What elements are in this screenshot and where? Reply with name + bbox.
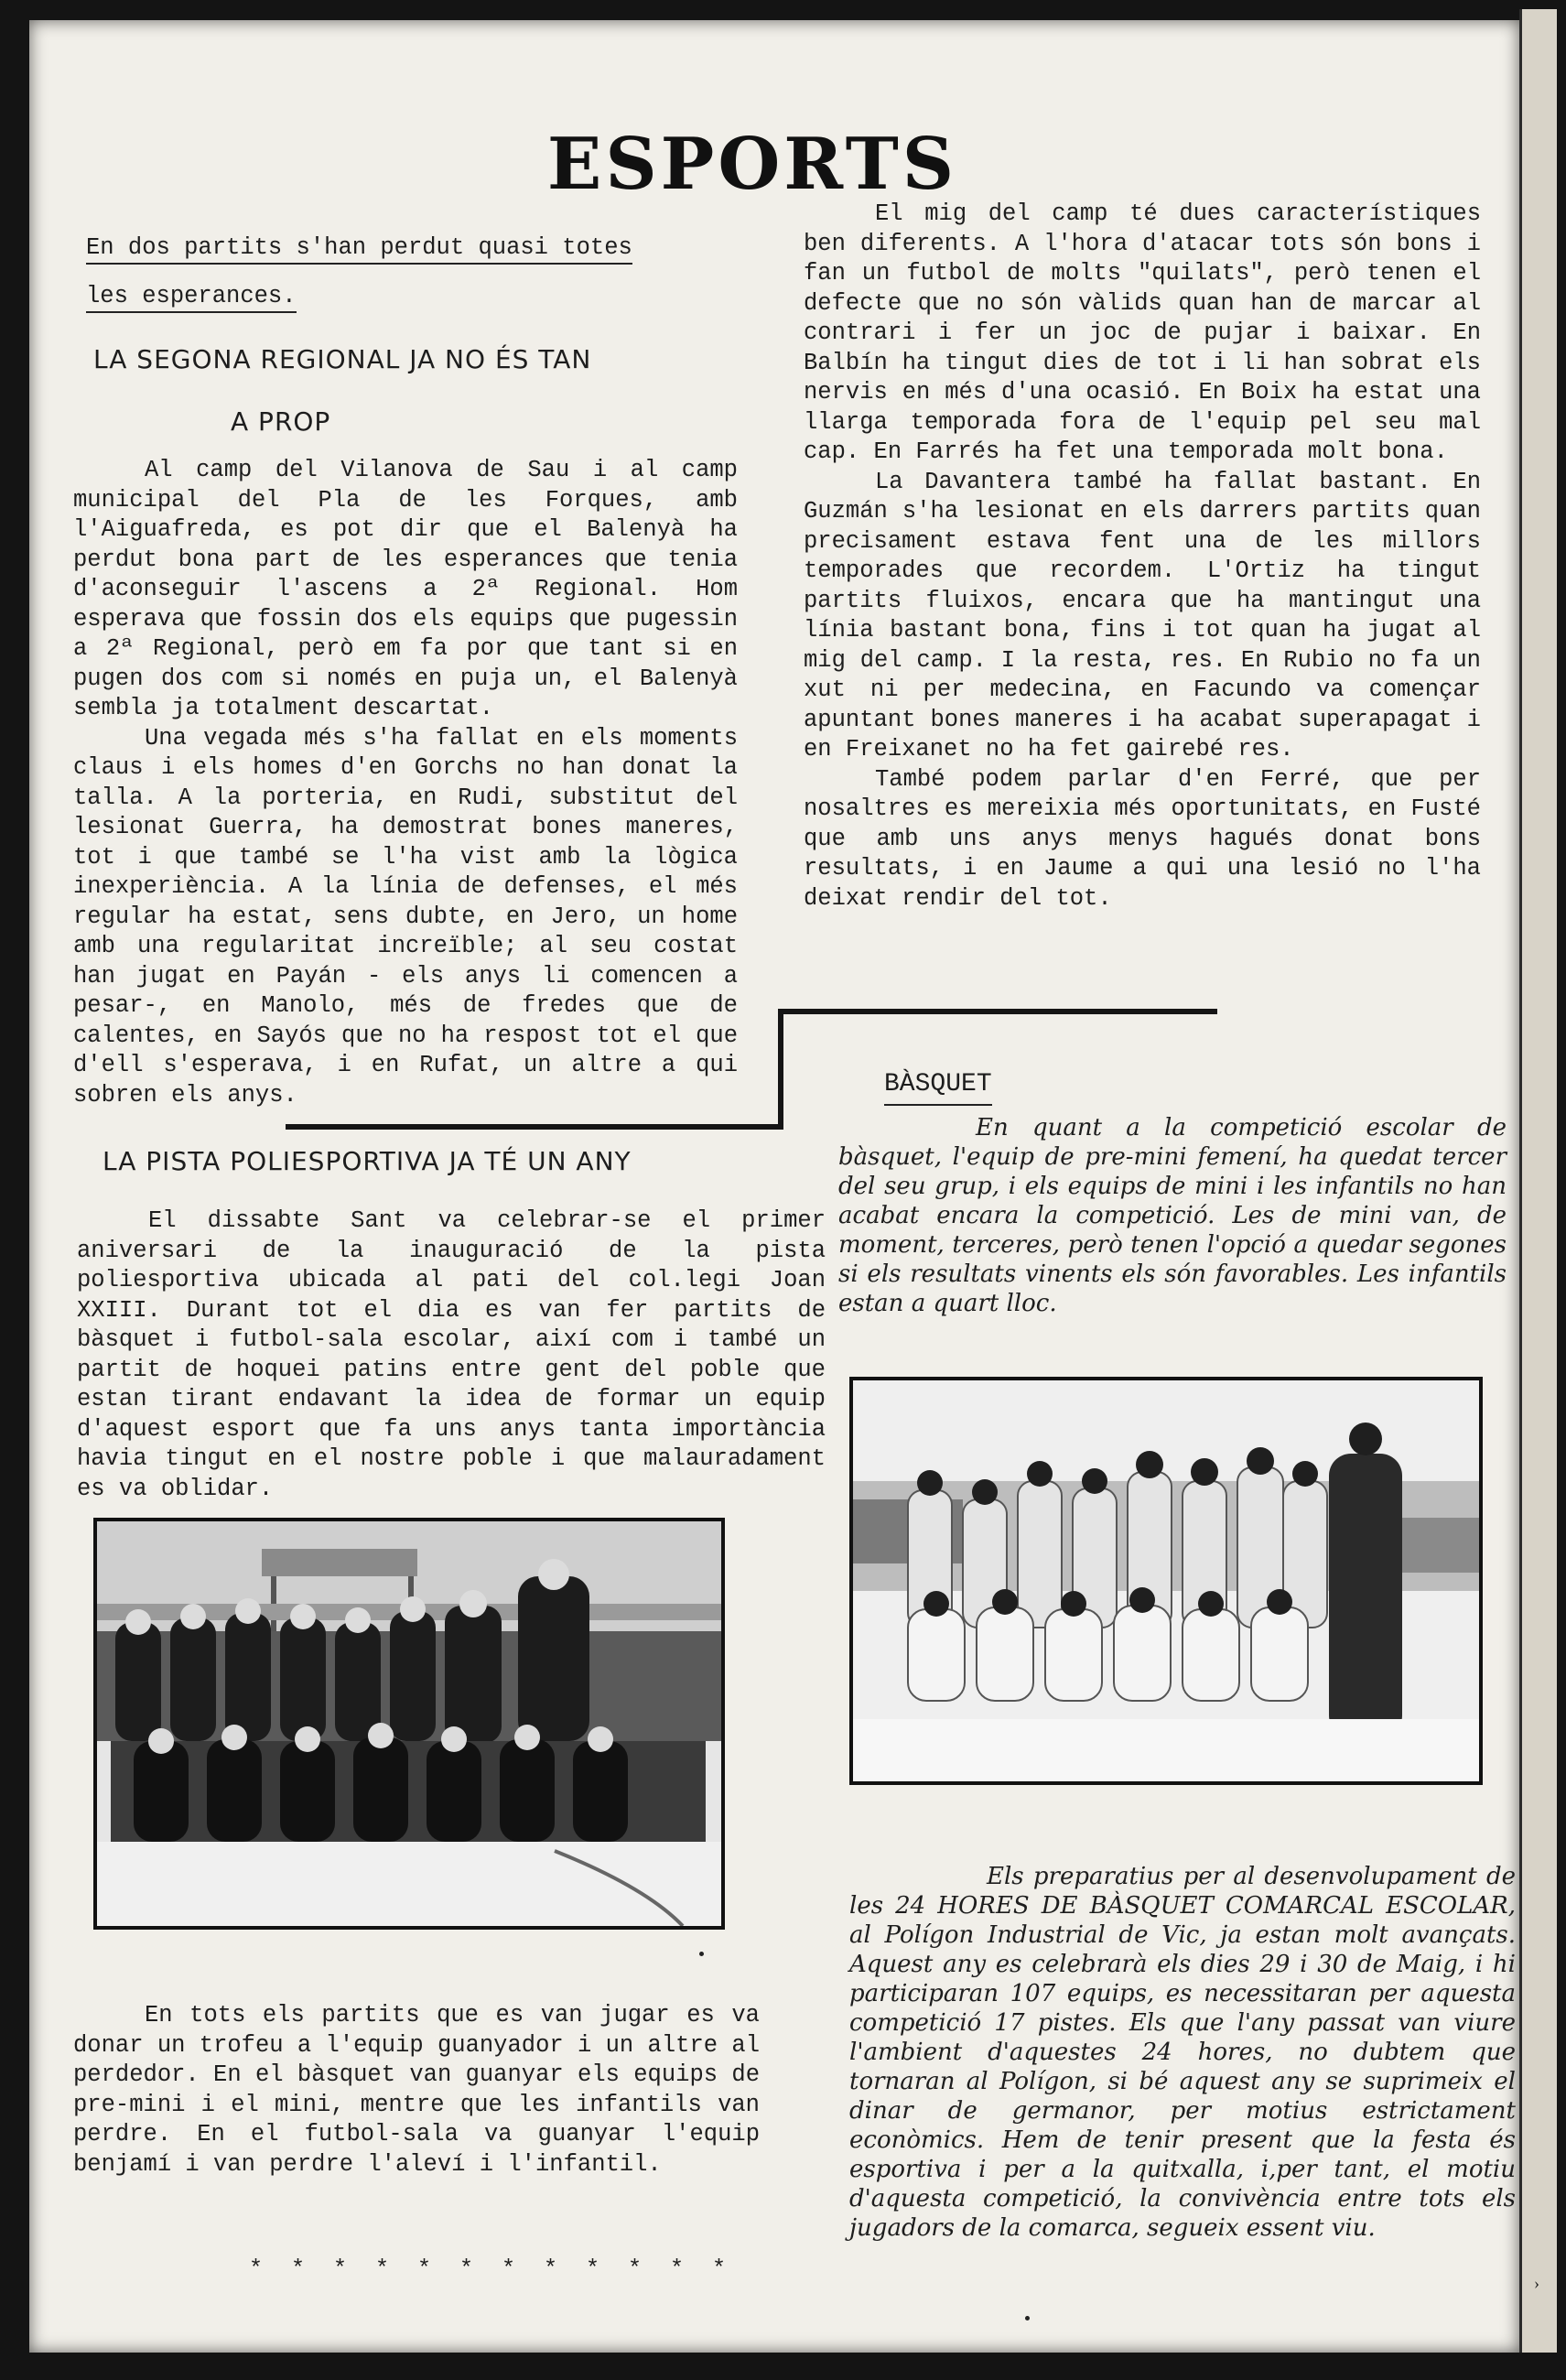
- divider-bottom: [286, 1124, 783, 1130]
- stars-separator: * * * * * * * * * * * *: [249, 2256, 734, 2282]
- heading-segona-regional: [93, 344, 679, 438]
- paragraph: Una vegada més s'ha fallat en els moments claus i els homes d'en Gorchs no han donat la talla. A la porteria, en Rudi, substitut del lesionat Guerra, ha demostrat bones maneres, tot i que també se l'ha vist amb la lògica inexperiència. A la línia de defenses, el més regular ha estat, sens dubte, en Jero, un home amb una regularitat increïble; al seu costat han jugat en Payán - els anys li comencen a pesar-, en Manolo, més de fredes que de calentes, en Sayós que no ha respost tot el que d'ell s'esperava, i en Rufat, un altre a qui sobren els anys.: [73, 724, 738, 1109]
- paragraph: També podem parlar d'en Ferré, que per nosaltres es mereixia més oportunitats, en Fusté que amb uns anys menys hagués donat bons resultats, i en Jaume a qui una lesió no l'ha deixat rendir del tot.: [804, 765, 1481, 912]
- article-trofeu: [73, 2001, 760, 2180]
- heading-segona-line-1: LA SEGONA REGIONAL JA NO ÉS TAN: [93, 344, 592, 374]
- heading-basquet: BÀSQUET: [884, 1069, 992, 1106]
- paragraph: La Davantera també ha fallat bastant. En Guzmán s'ha lesionat en els darrers partits quan precisament estava fent una de les millors temporades que recordem. L'Ortiz ha tingut partits fluixos, encara que ha mantingut una línia bastant bona, fins i tot quan ha jugat al mig del camp. I la resta, res. En Rubio no fa un xut ni per medecina, en Facundo va començar apuntant bones maneres i ha acabat superapagat i en Freixanet no ha fet gairebé res.: [804, 468, 1481, 763]
- page-edge-mark: [1534, 2274, 1541, 2281]
- speck: [699, 1952, 704, 1956]
- intro-subtitle: [86, 223, 672, 320]
- article-segona-left: [73, 456, 738, 1110]
- intro-line-1: En dos partits s'han perdut quasi totes: [86, 234, 632, 265]
- heading-segona-line-2: A PROP: [231, 406, 331, 437]
- speck: [1025, 2316, 1030, 2320]
- article-preparatius: [849, 1862, 1516, 2243]
- paragraph: En tots els partits que es van jugar es va donar un trofeu a l'equip guanyador i un altre al perdedor. En el bàsquet van guanyar els equips de pre-mini i el mini, mentre que les infantils van perdre. En el futbol-sala va guanyar l'equip benjamí i van perdre l'aleví i l'infantil.: [73, 2002, 760, 2178]
- photo-basquet-team: [849, 1377, 1483, 1785]
- intro-line-2: les esperances.: [86, 283, 297, 313]
- paragraph: Al camp del Vilanova de Sau i al camp municipal del Pla de les Forques, amb l'Aiguafreda, es pot dir que el Balenyà ha perdut bona part de les esperances que tenia d'aconseguir l'ascens a 2ª Regional. Hom esperava que fossin dos els equips que pugessin a 2ª Regional, però em fa por que tant si en pugen dos com si només en puja un, el Balenyà sembla ja totalment descartat.: [73, 457, 738, 721]
- divider-top: [780, 1009, 1217, 1014]
- paragraph: El dissabte Sant va celebrar-se el primer aniversari de la inauguració de la pista poliesportiva ubicada al pati del col.legi Joan XXIII. Durant tot el dia es van fer partits de bàsquet i futbol-sala escolar, així com i també un partit de hoquei patins entre gent del poble que estan tirant endavant la idea de formar un equip d'aquest esport que fa uns anys tanta importància havia tingut en el nostre poble i que malauradament es va oblidar.: [77, 1207, 826, 1502]
- photo-image: [853, 1380, 1479, 1781]
- heading-pista: LA PISTA POLIESPORTIVA JA TÉ UN ANY: [103, 1146, 632, 1176]
- article-basquet: [838, 1113, 1507, 1318]
- section-title: ESPORTS: [546, 123, 958, 206]
- article-segona-right: [804, 200, 1481, 914]
- photo-pista-teams: [93, 1518, 725, 1930]
- article-pista: [77, 1206, 826, 1504]
- photo-image: [97, 1521, 721, 1926]
- paragraph: Els preparatius per al desenvolupament de les 24 HORES DE BÀSQUET COMARCAL ESCOLAR, al Polígon Industrial de Vic, ja estan molt avançats. Aquest any es celebrarà els dies 29 i 30 de Maig, i hi participaran 107 equips, es necessitaran per aquesta competició 17 pistes. Els que l'any passat van viure l'ambient d'aquestes 24 hores, no dubtem que tornaran al Polígon, si bé aquest any se suprimeix el dinar de germanor, per motius estrictament econòmics. Hem de tenir present que la festa és esportiva i per a la quitxalla, i,per tant, el motiu d'aquesta competició, la convivència entre tots els jugadors de la comarca, segueix essent viu.: [849, 1863, 1516, 2242]
- magazine-page: [29, 20, 1519, 2353]
- adjacent-page-edge: [1519, 9, 1557, 2353]
- divider-vertical: [778, 1009, 783, 1130]
- paragraph: El mig del camp té dues característiques ben diferents. A l'hora d'atacar tots són bons i fan un futbol de molts "quilats", però tenen el defecte que no són vàlids quan han de marcar al contrari i fer un joc de pujar i baixar. En Balbín ha tingut dies de tot i li han sobrat els nervis en més d'una ocasió. En Boix ha estat una llarga temporada fora de l'equip pel seu mal cap. En Farrés ha fet una temporada molt bona.: [804, 200, 1481, 465]
- paragraph: En quant a la competició escolar de bàsquet, l'equip de pre-mini femení, ha quedat tercer del seu grup, i els equips de mini i les infantils no han acabat encara la competició. Les de mini van, de moment, terceres, però tenen l'opció a quedar segones si els resultats vinents els són favorables. Les infantils estan a quart lloc.: [838, 1114, 1507, 1317]
